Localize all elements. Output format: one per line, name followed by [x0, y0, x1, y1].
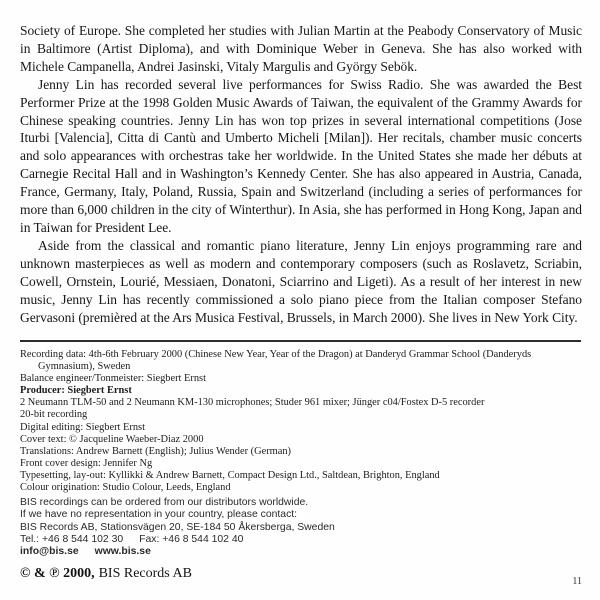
- contact-email: info@bis.se: [20, 546, 79, 558]
- credit-translations: Translations: Andrew Barnett (English); Julius Wender (German): [20, 445, 292, 457]
- credit-front-cover-design: Front cover design: Jennifer Ng: [20, 457, 153, 469]
- paragraph-performances: Jenny Lin has recorded several live performances for Swiss Radio. She was awarded the Best Performer Prize at the 1998 Golden Music Awards of Taiwan, the equivalent of the Grammy Awards for Chinese speaking countries. Jenny Lin has won top prizes in several international competitions (Jose Iturbi [Valencia], Citta di Cantù and Umberto Micheli [Milan]). Her recitals, chamber music concerts and solo appearances with orchestras take her worldwide. In the United States she made her débuts at Carnegie Recital Hall and in Washington’s Kennedy Center. She has also appeared in Austria, Canada, France, Germany, Italy, Poland, Russia, Spain and Switzerland (including a series of performances for more than 6,000 children in the city of Winterthur). In Asia, she has performed in Hong Kong, Japan and in Taiwan for President Lee.: [20, 76, 582, 235]
- credit-equipment: 2 Neumann TLM-50 and 2 Neumann KM-130 microphones; Studer 961 mixer; Jünger c04/Fostex D-5 recorder: [20, 397, 485, 409]
- contact-tel: Tel.: +46 8 544 102 30: [20, 534, 124, 546]
- production-info-section: [20, 349, 582, 582]
- contact-distributors: BIS recordings can be ordered from our distributors worldwide.: [20, 497, 309, 509]
- paragraph-studies: Society of Europe. She completed her studies with Julian Martin at the Peabody Conservatory of Music in Baltimore (Artist Diploma), and with Dominique Weber in Geneva. She has also worked with Michele Campanella, Andrei Jasinski, Vitaly Margulis and György Sebök.: [20, 23, 582, 74]
- credit-producer: Producer: Siegbert Ernst: [20, 385, 132, 397]
- contact-block: [20, 497, 582, 558]
- credit-cover-text: Cover text: © Jacqueline Waeber-Diaz 2000: [20, 433, 204, 445]
- copyright-company: BIS Records AB: [98, 565, 192, 581]
- paragraph-repertoire: Aside from the classical and romantic piano literature, Jenny Lin enjoys programming rare and unknown masterpieces as well as modern and contemporary composers (such as Roslavetz, Scriabin, Cowell, Ornstein, Lourié, Messiaen, Donatoni, Sciarrino and Ligeti). As a result of her interest in new music, Jenny Lin has recently commissioned a solo piano piece from the Italian composer Stefano Gervasoni (premièred at the Ars Musica Festival, Brussels, in March 2000). She lives in New York City.: [20, 237, 582, 325]
- copyright-line: [20, 566, 582, 582]
- contact-website: www.bis.se: [94, 546, 151, 558]
- contact-address: BIS Records AB, Stationsvägen 20, SE-184 50 Åkersberga, Sweden: [20, 521, 335, 533]
- credit-recording-data: Recording data: 4th-6th February 2000 (Chinese New Year, Year of the Dragon) at Danderyd Grammar School (Danderyds Gymnasium), Sweden: [20, 349, 532, 373]
- credit-balance-engineer: Balance engineer/Tonmeister: Siegbert Ernst: [20, 373, 206, 385]
- credit-bit-depth: 20-bit recording: [20, 409, 88, 421]
- credits-block: [20, 349, 582, 494]
- credit-typesetting: Typesetting, lay-out: Kyllikki & Andrew Barnett, Compact Design Ltd., Saltdean, Brighton, England: [20, 469, 440, 481]
- credit-digital-editing: Digital editing: Siegbert Ernst: [20, 421, 145, 433]
- contact-online: [20, 546, 582, 558]
- contact-representation: If we have no representation in your country, please contact:: [20, 509, 298, 521]
- contact-fax: Fax: +46 8 544 102 40: [139, 534, 244, 546]
- credit-colour-origination: Colour origination: Studio Colour, Leeds, England: [20, 482, 231, 494]
- page-number: 11: [572, 576, 582, 587]
- copyright-symbols-year: © & ℗ 2000,: [20, 565, 95, 581]
- biography-text: [20, 22, 582, 326]
- divider-rule: [20, 340, 581, 342]
- contact-tel-fax: [20, 534, 582, 546]
